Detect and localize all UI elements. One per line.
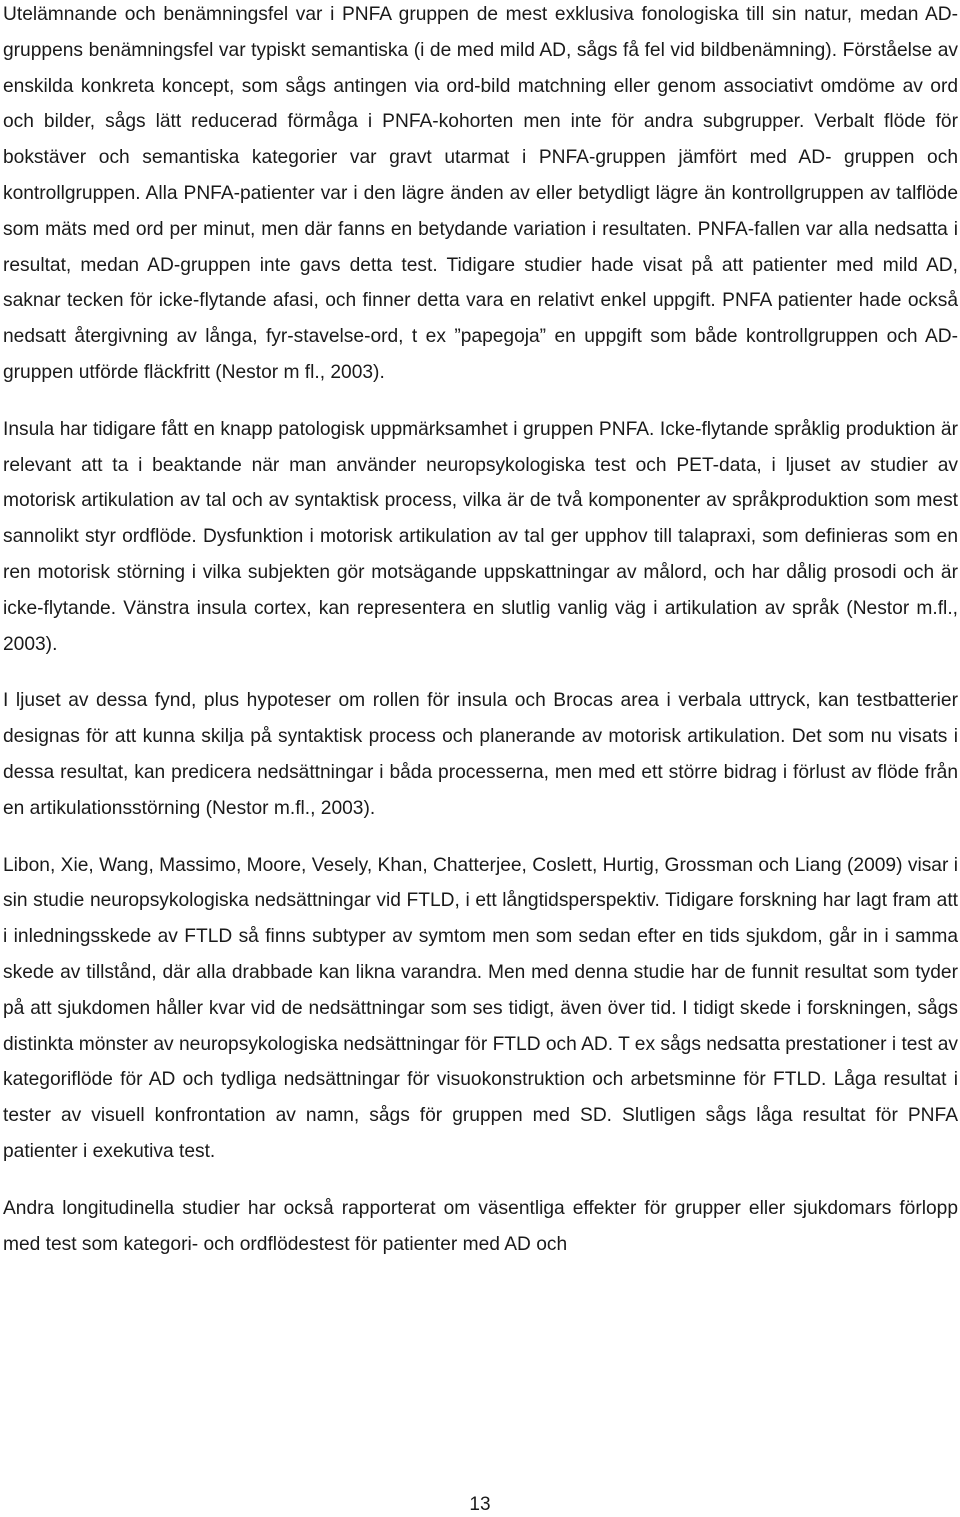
paragraph-gap: [3, 1170, 958, 1191]
paragraph-gap: [3, 662, 958, 683]
paragraph-gap: [3, 391, 958, 412]
paragraph-3: I ljuset av dessa fynd, plus hypoteser om rollen för insula och Brocas area i verbala uttryck, kan testbatterier designas för att kunna skilja på syntaktisk process och planerande av motorisk artikulation. Det som nu visats i dessa resultat, kan predicera nedsättningar i båda processerna, men med ett större bidrag i förlust av flöde från en artikulationsstörning (Nestor m.fl., 2003).: [3, 690, 958, 819]
page-number: 13: [469, 1494, 491, 1515]
paragraph-2: Insula har tidigare fått en knapp patologisk uppmärksamhet i gruppen PNFA. Icke-flytande språklig produktion är relevant att ta i beaktande när man använder neuropsykologiska test och PET-data, i ljuset av studier av motorisk artikulation av tal och av syntaktisk process, vilka är de två komponenter av språkproduktion som mest sannolikt styr ordflöde. Dysfunktion i motorisk artikulation av tal ger upphov till talapraxi, som definieras som en ren motorisk störning i vilka subjekten gör motsägande uppskattningar av målord, och har dålig prosodi och är icke-flytande. Vänstra insula cortex, kan representera en slutlig vanlig väg i artikulation av språk (Nestor m.fl., 2003).: [3, 418, 958, 655]
paragraph-5: Andra longitudinella studier har också rapporterat om väsentliga effekter för grupper eller sjukdomars förlopp med test som kategori- och ordflödestest för patienter med AD och: [3, 1197, 958, 1255]
paragraph-1: Utelämnande och benämningsfel var i PNFA gruppen de mest exklusiva fonologiska till sin natur, medan AD-gruppens benämningsfel var typiskt semantiska (i de med mild AD, sågs få fel vid bildbenämning). Förståelse av enskilda konkreta koncept, som sågs antingen via ord-bild matchning eller genom associativt omdöme av ord och bilder, sågs lätt reducerad förmåga i PNFA-kohorten men inte för andra subgrupper. Verbalt flöde för bokstäver och semantiska kategorier var gravt utarmat i PNFA-gruppen jämfört med AD- gruppen och kontrollgruppen. Alla PNFA-patienter var i den lägre änden av eller betydligt lägre än kontrollgruppen av talflöde som mäts med ord per minut, men där fanns en betydande variation i resultaten. PNFA-fallen var alla nedsatta i resultat, medan AD-gruppen inte gavs detta test. Tidigare studier hade visat på att patienter med mild AD, saknar tecken för icke-flytande afasi, och finner detta vara en relativt enkel uppgift. PNFA patienter hade också nedsatt återgivning av långa, fyr-stavelse-ord, t ex ”papegoja” en uppgift som både kontrollgruppen och AD-gruppen utförde fläckfritt (Nestor m fl., 2003).: [3, 4, 958, 383]
paragraph-4: Libon, Xie, Wang, Massimo, Moore, Vesely, Khan, Chatterjee, Coslett, Hurtig, Grossman och Liang (2009) visar i sin studie neuropsykologiska nedsättningar vid FTLD, i ett långtidsperspektiv. Tidigare forskning har lagt fram att i inledningsskede av FTLD så finns subtyper av symtom men som sedan efter en tids sjukdom, går in i samma skede av tillstånd, där alla drabbade kan likna varandra. Men med denna studie har de funnit resultat som tyder på att sjukdomen håller kvar vid de nedsättningar som ses tidigt, även över tid. I tidigt skede i forskningen, sågs distinkta mönster av neuropsykologiska nedsättningar för FTLD och AD. T ex sågs nedsatta prestationer i test av kategoriflöde för AD och tydliga nedsättningar för visuokonstruktion och arbetsminne för FTLD. Låga resultat i tester av visuell konfrontation av namn, sågs för gruppen med SD. Slutligen sågs låga resultat för PNFA patienter i exekutiva test.: [3, 854, 958, 1162]
document-page: [3, 0, 958, 1517]
paragraph-gap: [3, 827, 958, 848]
